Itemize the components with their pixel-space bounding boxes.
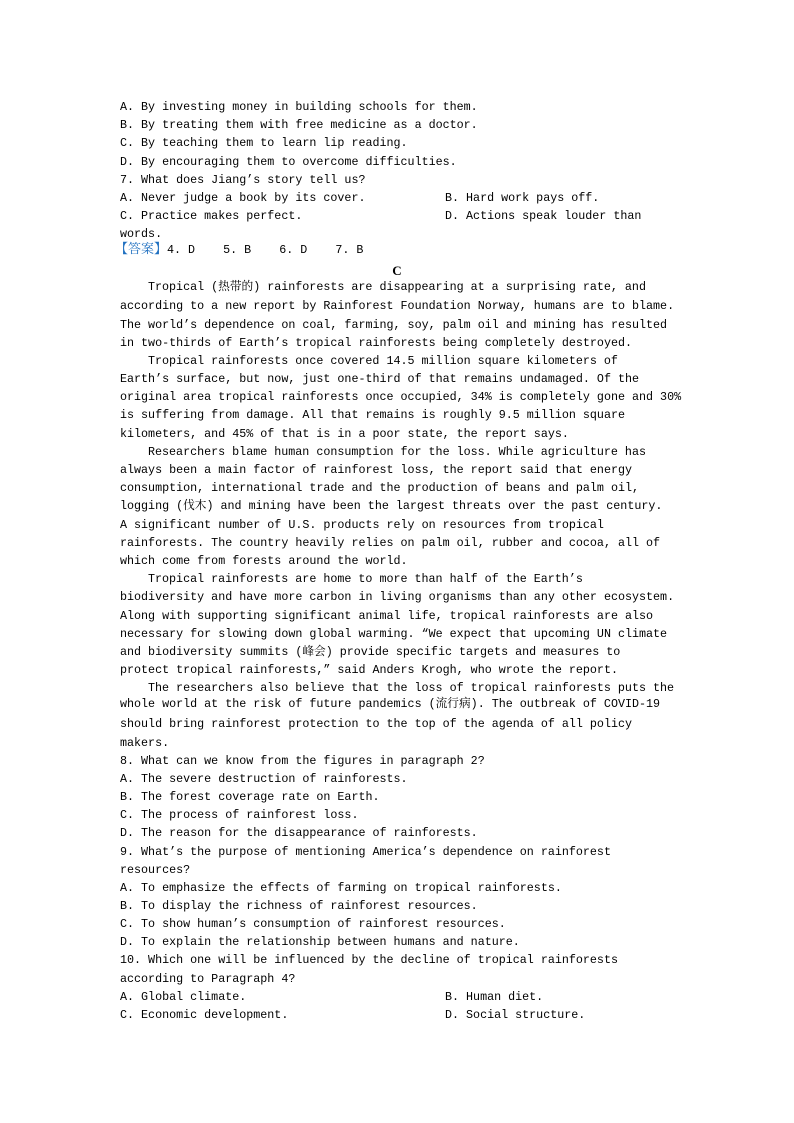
text-line: 7. What does Jiang’s story tell us?: [120, 173, 366, 187]
text-line: C. Economic development.: [120, 1008, 289, 1022]
text-line: should bring rainforest protection to the top of the agenda of all policy: [120, 717, 632, 731]
text-line: Tropical (热带的) rainforests are disappearing at a surprising rate, and: [148, 280, 646, 294]
text-line: 9. What’s the purpose of mentioning America’s dependence on rainforest: [120, 845, 611, 859]
text-line: and biodiversity summits (峰会) provide specific targets and measures to: [120, 645, 621, 659]
text-line: Tropical rainforests are home to more than half of the Earth’s: [148, 572, 583, 586]
section-heading: C: [392, 263, 402, 278]
text-line: The researchers also believe that the loss of tropical rainforests puts the: [148, 681, 675, 695]
text-line: which come from forests around the world.: [120, 554, 408, 568]
text-line: Earth’s surface, but now, just one-third of that remains undamaged. Of the: [120, 372, 640, 386]
text-line: 8. What can we know from the figures in paragraph 2?: [120, 754, 485, 768]
text-line: biodiversity and have more carbon in living organisms than any other ecosystem.: [120, 590, 675, 604]
option-text: D. Social structure.: [445, 1008, 586, 1022]
text-line: B. To display the richness of rainforest resources.: [120, 899, 478, 913]
option-text: D. Actions speak louder than: [445, 209, 642, 223]
text-line: resources?: [120, 863, 191, 877]
text-line: A. The severe destruction of rainforests.: [120, 772, 408, 786]
text-line: A. By investing money in building schools for them.: [120, 100, 478, 114]
answer-label: 【答案】: [115, 242, 168, 257]
text-line: Researchers blame human consumption for the loss. While agriculture has: [148, 445, 646, 459]
text-line: A significant number of U.S. products rely on resources from tropical: [120, 518, 604, 532]
answer-line: [115, 242, 363, 258]
text-line: is suffering from damage. All that remains is roughly 9.5 million square: [120, 408, 625, 422]
text-line: B. The forest coverage rate on Earth.: [120, 790, 380, 804]
text-line: according to a new report by Rainforest Foundation Norway, humans are to blame.: [120, 299, 675, 313]
text-line: whole world at the risk of future pandemics (流行病). The outbreak of COVID-19: [120, 697, 661, 711]
text-line: D. To explain the relationship between humans and nature.: [120, 935, 520, 949]
option-text: B. Hard work pays off.: [445, 191, 600, 205]
text-line: A. Global climate.: [120, 990, 247, 1004]
text-line: kilometers, and 45% of that is in a poor state, the report says.: [120, 427, 569, 441]
text-line: original area tropical rainforests once occupied, 34% is completely gone and 30%: [120, 390, 682, 404]
text-line: A. Never judge a book by its cover.: [120, 191, 366, 205]
answer-text: 4. D 5. B 6. D 7. B: [167, 243, 364, 257]
option-text: B. Human diet.: [445, 990, 544, 1004]
text-line: C. The process of rainforest loss.: [120, 808, 359, 822]
text-line: necessary for slowing down global warming. “We expect that upcoming UN climate: [120, 627, 668, 641]
text-line: in two-thirds of Earth’s tropical rainforests being completely destroyed.: [120, 336, 632, 350]
text-line: D. The reason for the disappearance of rainforests.: [120, 826, 478, 840]
text-line: 10. Which one will be influenced by the decline of tropical rainforests: [120, 953, 618, 967]
text-line: C. By teaching them to learn lip reading.: [120, 136, 408, 150]
text-line: always been a main factor of rainforest loss, the report said that energy: [120, 463, 632, 477]
text-line: logging (伐木) and mining have been the largest threats over the past century.: [120, 499, 663, 513]
text-line: consumption, international trade and the production of beans and palm oil,: [120, 481, 640, 495]
text-line: B. By treating them with free medicine as a doctor.: [120, 118, 478, 132]
text-line: according to Paragraph 4?: [120, 972, 296, 986]
text-line: C. To show human’s consumption of rainforest resources.: [120, 917, 506, 931]
text-line: The world’s dependence on coal, farming, soy, palm oil and mining has resulted: [120, 318, 668, 332]
text-line: protect tropical rainforests,” said Anders Krogh, who wrote the report.: [120, 663, 618, 677]
text-line: words.: [120, 227, 163, 241]
text-line: rainforests. The country heavily relies on palm oil, rubber and cocoa, all of: [120, 536, 661, 550]
text-line: Along with supporting significant animal life, tropical rainforests are also: [120, 609, 654, 623]
text-line: C. Practice makes perfect.: [120, 209, 303, 223]
text-line: A. To emphasize the effects of farming on tropical rainforests.: [120, 881, 562, 895]
text-line: Tropical rainforests once covered 14.5 million square kilometers of: [148, 354, 618, 368]
text-line: makers.: [120, 736, 170, 750]
text-line: D. By encouraging them to overcome difficulties.: [120, 155, 457, 169]
